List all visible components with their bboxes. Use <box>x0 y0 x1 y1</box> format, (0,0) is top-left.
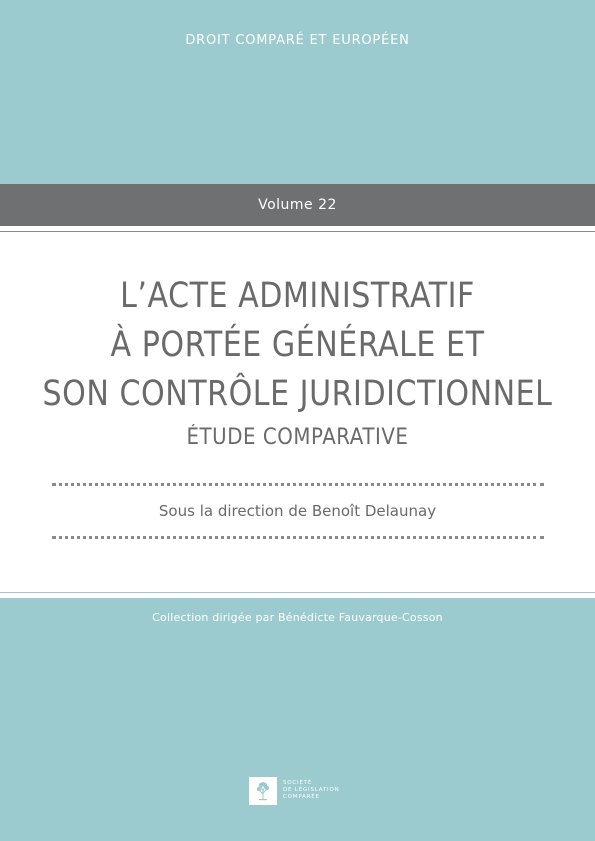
director-credit: Sous la direction de Benoît Delaunay <box>158 502 437 520</box>
tree-icon <box>249 777 277 805</box>
title-line-1: L’ACTE ADMINISTRATIF <box>120 276 475 316</box>
publisher-logo <box>249 776 340 805</box>
title-line-3: SON CONTRÔLE JURIDICTIONNEL <box>42 374 553 414</box>
dotted-divider-upper <box>52 483 544 486</box>
subtitle: ÉTUDE COMPARATIVE <box>186 425 409 450</box>
top-band <box>0 0 595 184</box>
title-line-2: À PORTÉE GÉNÉRALE ET <box>110 325 485 365</box>
publisher-line-3: COMPARÉE <box>283 794 320 800</box>
series-title: DROIT COMPARÉ ET EUROPÉEN <box>185 33 410 48</box>
divider-bottom <box>0 592 595 593</box>
volume-label: Volume 22 <box>258 197 337 213</box>
dotted-divider-lower <box>52 536 544 539</box>
publisher-name <box>283 780 340 801</box>
divider-top <box>0 231 595 232</box>
publisher-line-2: DE LÉGISLATION <box>283 787 340 793</box>
publisher-line-1: SOCIÉTÉ <box>283 780 313 786</box>
collection-credit: Collection dirigée par Bénédicte Fauvarque-Cosson <box>152 611 443 624</box>
